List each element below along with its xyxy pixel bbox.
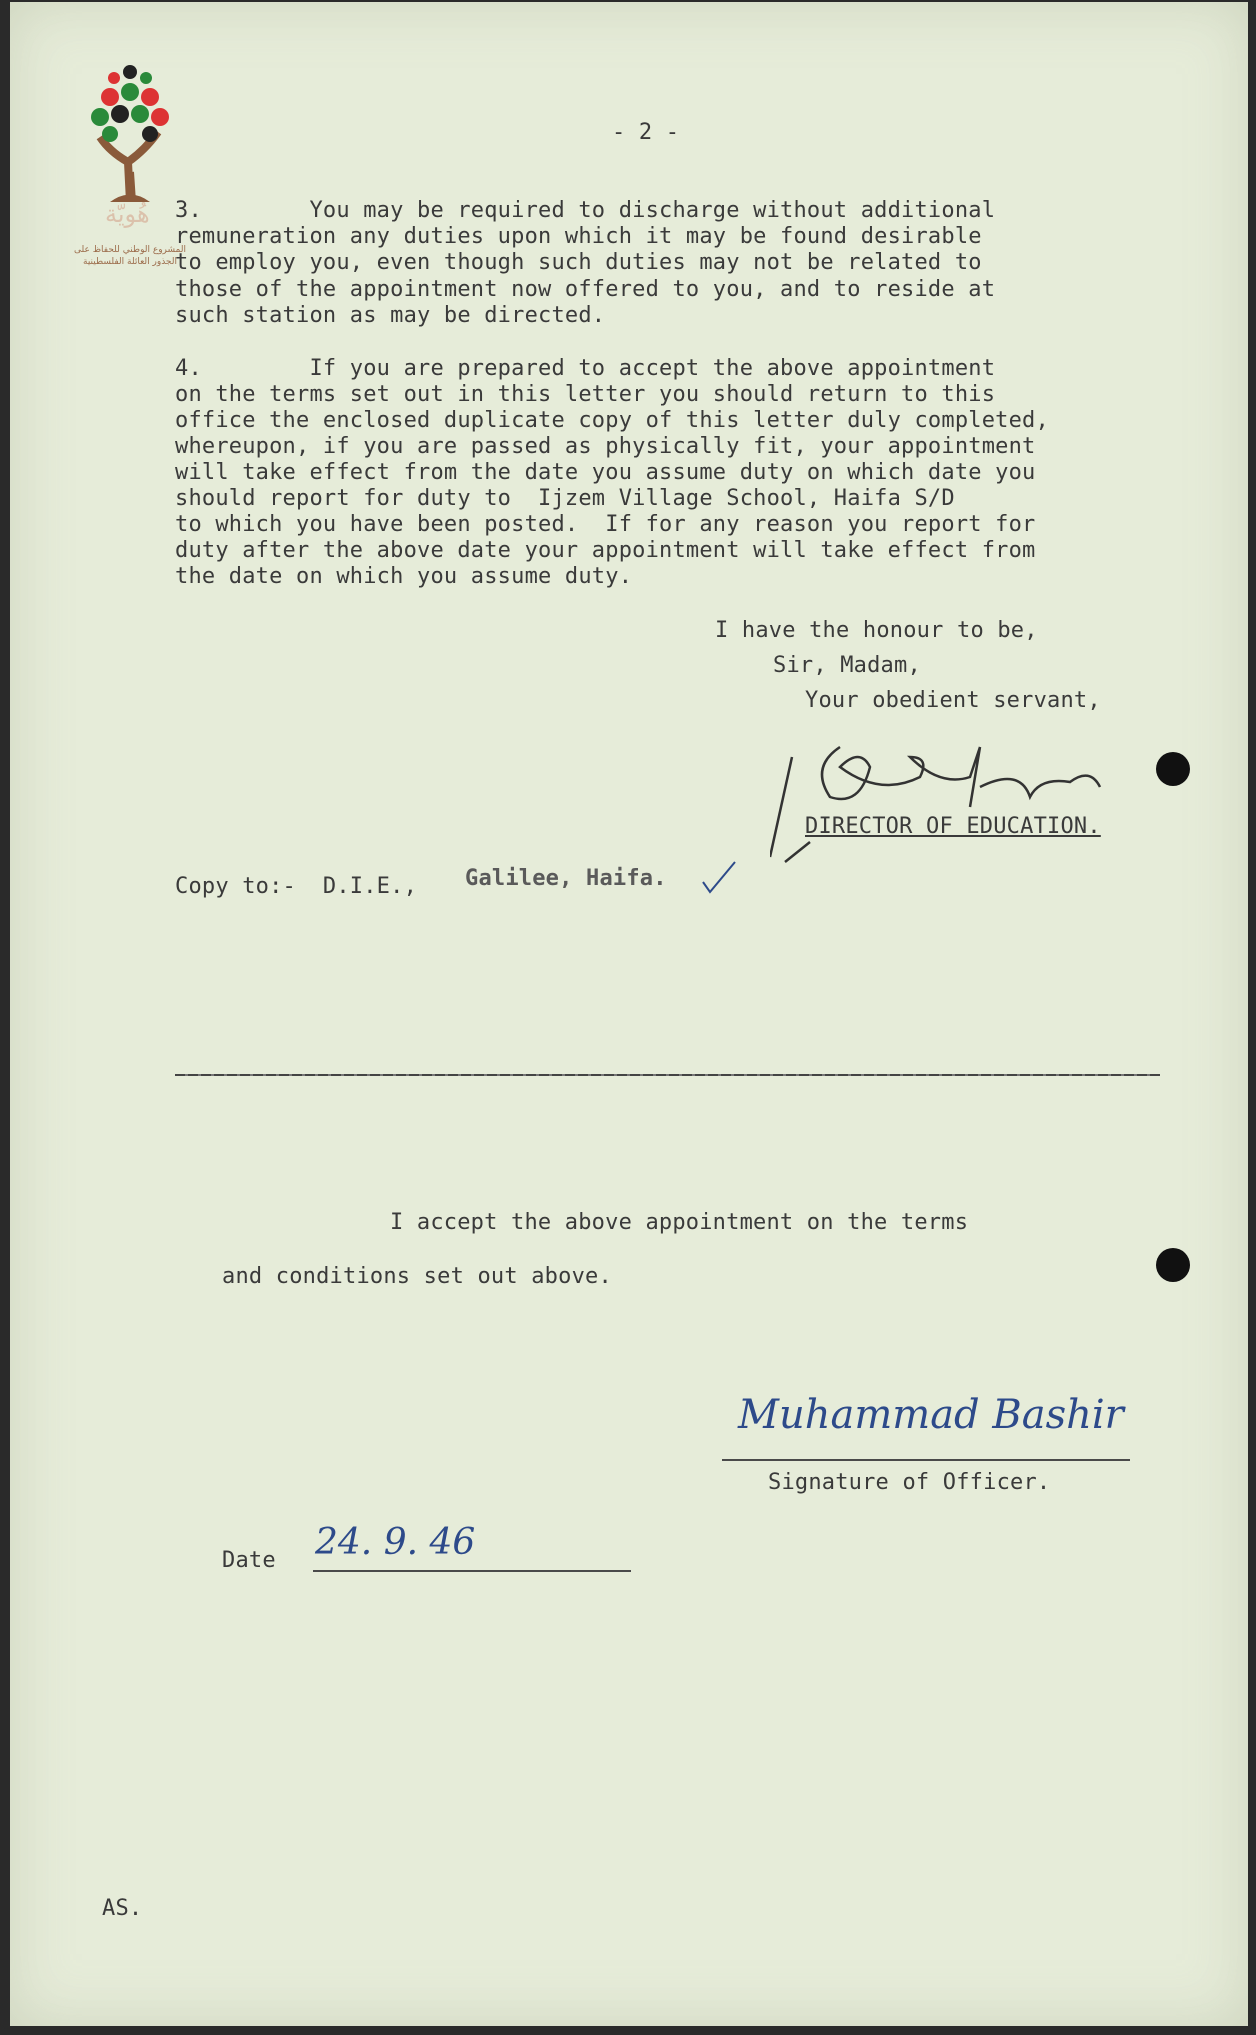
divider-line	[175, 1074, 1160, 1076]
date-line	[313, 1570, 631, 1572]
para4-line: office the enclosed duplicate copy of this letter duly completed,	[175, 408, 1049, 433]
acceptance-line1: I accept the above appointment on the terms	[390, 1210, 969, 1235]
punch-hole	[1156, 1248, 1190, 1282]
para4-line: the date on which you assume duty.	[175, 564, 633, 589]
copy-to-value: Galilee, Haifa.	[465, 866, 667, 891]
logo-caption-line1: المشروع الوطني للحفاظ على	[73, 245, 186, 255]
closing-line1: I have the honour to be,	[715, 618, 1038, 643]
para4-line: duty after the above date your appointment will take effect from	[175, 538, 1036, 563]
para4-line: should report for duty to Ijzem Village School, Haifa S/D	[175, 486, 955, 511]
para4-line: whereupon, if you are passed as physically fit, your appointment	[175, 434, 1036, 459]
para3-line: those of the appointment now offered to you, and to reside at	[175, 277, 996, 302]
officer-signature-label: Signature of Officer.	[768, 1470, 1051, 1495]
para3-line: remuneration any duties upon which it may be found desirable	[175, 224, 982, 249]
check-mark	[700, 857, 740, 897]
para4-line: to which you have been posted. If for any reason you report for	[175, 512, 1036, 537]
page-number: - 2 -	[612, 120, 680, 145]
closing-line3: Your obedient servant,	[805, 688, 1101, 713]
date-value: 24. 9. 46	[315, 1522, 476, 1563]
para3-line: to employ you, even though such duties may not be related to	[175, 250, 982, 275]
para4-line: on the terms set out in this letter you should return to this	[175, 382, 996, 407]
para4-line: will take effect from the date you assume duty on which date you	[175, 460, 1036, 485]
typist-initials: AS.	[102, 1896, 143, 1921]
director-title: DIRECTOR OF EDUCATION.	[805, 814, 1101, 839]
logo-brand-text: هُويّة	[105, 200, 150, 228]
signature-line	[722, 1459, 1130, 1461]
officer-handwritten-signature: Muhammad Bashir	[738, 1392, 1124, 1438]
logo-caption	[70, 244, 190, 268]
para4-line: 4. If you are prepared to accept the above appointment	[175, 356, 996, 381]
date-label: Date	[222, 1548, 276, 1573]
logo-caption-line2: الجذور العائلة الفلسطينية	[83, 257, 177, 267]
letter-page	[10, 2, 1248, 2026]
closing-line2: Sir, Madam,	[773, 653, 921, 678]
para3-line: 3. You may be required to discharge without additional	[175, 198, 996, 223]
para3-line: such station as may be directed.	[175, 303, 606, 328]
punch-hole	[1156, 752, 1190, 786]
acceptance-line2: and conditions set out above.	[222, 1264, 612, 1289]
director-signature	[770, 727, 1170, 867]
copy-to-label: Copy to:- D.I.E.,	[175, 874, 418, 899]
